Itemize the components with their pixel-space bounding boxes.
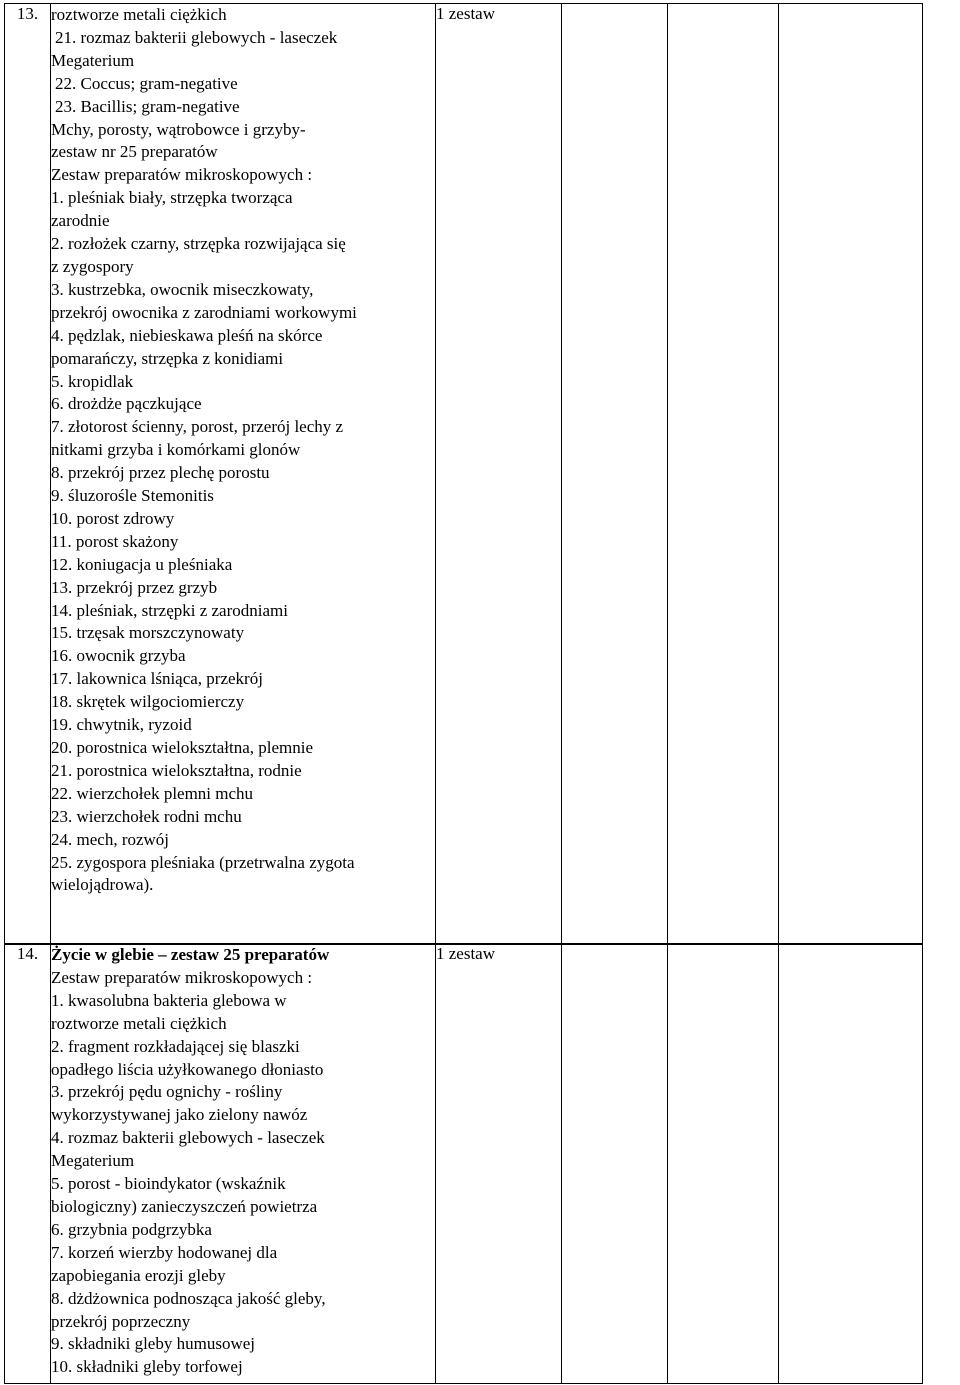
desc-line: 1. pleśniak biały, strzępka tworząca bbox=[51, 188, 293, 208]
desc-line: 9. składniki gleby humusowej bbox=[51, 1334, 255, 1354]
desc-line: zestaw nr 25 preparatów bbox=[51, 142, 218, 162]
desc-line: 16. owocnik grzyba bbox=[51, 646, 186, 666]
desc-line: przekrój poprzeczny bbox=[51, 1311, 191, 1331]
desc-line: 24. mech, rozwój bbox=[51, 829, 170, 849]
desc-line: 21. rozmaz bakterii glebowych - laseczek bbox=[55, 27, 338, 47]
desc-line: 13. przekrój przez grzyb bbox=[51, 577, 218, 597]
desc-line: 11. porost skażony bbox=[51, 531, 179, 551]
desc-line: zapobiegania erozji gleby bbox=[51, 1265, 226, 1285]
desc-line: wielojądrowa). bbox=[51, 875, 154, 895]
section-title: Życie w glebie – zestaw 25 preparatów bbox=[51, 945, 330, 964]
quantity-cell: 1 zestaw bbox=[436, 4, 562, 945]
desc-line: 22. Coccus; gram-negative bbox=[55, 73, 238, 93]
desc-line: 1. kwasolubna bakteria glebowa w bbox=[51, 990, 287, 1010]
desc-line: z zygospory bbox=[51, 256, 134, 276]
desc-line: 23. wierzchołek rodni mchu bbox=[51, 806, 242, 826]
desc-line: roztworze metali ciężkich bbox=[51, 1013, 227, 1033]
item-description bbox=[51, 4, 436, 945]
desc-line: 7. korzeń wierzby hodowanej dla bbox=[51, 1242, 278, 1262]
desc-line: zarodnie bbox=[51, 211, 110, 231]
empty-cell bbox=[668, 4, 779, 945]
desc-line: 3. kustrzebka, owocnik miseczkowaty, bbox=[51, 279, 314, 299]
desc-line: 5. porost - bioindykator (wskaźnik bbox=[51, 1174, 286, 1194]
empty-cell bbox=[779, 944, 923, 1384]
desc-line: 21. porostnica wielokształtna, rodnie bbox=[51, 760, 302, 780]
desc-line: 23. Bacillis; gram-negative bbox=[55, 96, 240, 116]
desc-line: Megaterium bbox=[51, 1151, 135, 1171]
empty-cell bbox=[779, 4, 923, 945]
empty-cell bbox=[562, 944, 668, 1384]
desc-line: 2. rozłożek czarny, strzępka rozwijająca się bbox=[51, 234, 346, 254]
table-row-13 bbox=[4, 3, 923, 945]
desc-line: wykorzystywanej jako zielony nawóz bbox=[51, 1105, 308, 1125]
desc-line: 17. lakownica lśniąca, przekrój bbox=[51, 669, 263, 689]
desc-line: roztworze metali ciężkich bbox=[51, 5, 227, 24]
desc-line: 20. porostnica wielokształtna, plemnie bbox=[51, 738, 314, 757]
desc-line: 2. fragment rozkładającej się blaszki bbox=[51, 1036, 300, 1056]
desc-line: opadłego liścia użyłkowanego dłoniasto bbox=[51, 1059, 324, 1079]
desc-line: nitkami grzyba i komórkami glonów bbox=[51, 440, 301, 460]
desc-line: 22. wierzchołek plemni mchu bbox=[51, 783, 254, 803]
desc-line: Megaterium bbox=[51, 50, 135, 70]
desc-line: przekrój owocnika z zarodniami workowymi bbox=[51, 302, 357, 322]
desc-line: 15. trzęsak morszczynowaty bbox=[51, 623, 245, 643]
desc-line: 6. drożdże pączkujące bbox=[51, 394, 202, 414]
empty-cell bbox=[562, 4, 668, 945]
desc-line: Zestaw preparatów mikroskopowych : bbox=[51, 967, 313, 987]
desc-line: 4. pędzlak, niebieskawa pleśń na skórce bbox=[51, 325, 323, 345]
item-description bbox=[51, 944, 436, 1384]
desc-line: pomarańczy, strzępka z konidiami bbox=[51, 348, 284, 368]
desc-line: 25. zygospora pleśniaka (przetrwalna zygota bbox=[51, 852, 355, 872]
desc-line: 4. rozmaz bakterii glebowych - laseczek bbox=[51, 1128, 325, 1148]
empty-cell bbox=[668, 944, 779, 1384]
table-row-14 bbox=[4, 943, 923, 1384]
desc-line: 14. pleśniak, strzępki z zarodniami bbox=[51, 600, 288, 620]
row-number: 13. bbox=[5, 4, 51, 945]
quantity-cell: 1 zestaw bbox=[436, 944, 562, 1384]
desc-line: Mchy, porosty, wątrobowce i grzyby- bbox=[51, 119, 306, 139]
desc-line: 12. koniugacja u pleśniaka bbox=[51, 554, 233, 574]
row-number: 14. bbox=[5, 944, 51, 1384]
desc-line: 10. porost zdrowy bbox=[51, 508, 175, 528]
desc-line: 3. przekrój pędu ognichy - rośliny bbox=[51, 1082, 283, 1102]
desc-line: 6. grzybnia podgrzybka bbox=[51, 1219, 212, 1239]
desc-line: 10. składniki gleby torfowej bbox=[51, 1357, 243, 1377]
desc-line: 8. przekrój przez plechę porostu bbox=[51, 463, 270, 483]
desc-line: 9. śluzorośle Stemonitis bbox=[51, 486, 214, 506]
desc-line: Zestaw preparatów mikroskopowych : bbox=[51, 165, 313, 185]
desc-line: 18. skrętek wilgociomierczy bbox=[51, 692, 245, 712]
desc-line: 19. chwytnik, ryzoid bbox=[51, 715, 192, 735]
desc-line: biologiczny) zanieczyszczeń powietrza bbox=[51, 1196, 318, 1216]
desc-line: 8. dżdżownica podnosząca jakość gleby, bbox=[51, 1288, 326, 1308]
desc-line: 7. złotorost ścienny, porost, przerój lechy z bbox=[51, 417, 344, 437]
desc-line: 5. kropidlak bbox=[51, 371, 134, 391]
